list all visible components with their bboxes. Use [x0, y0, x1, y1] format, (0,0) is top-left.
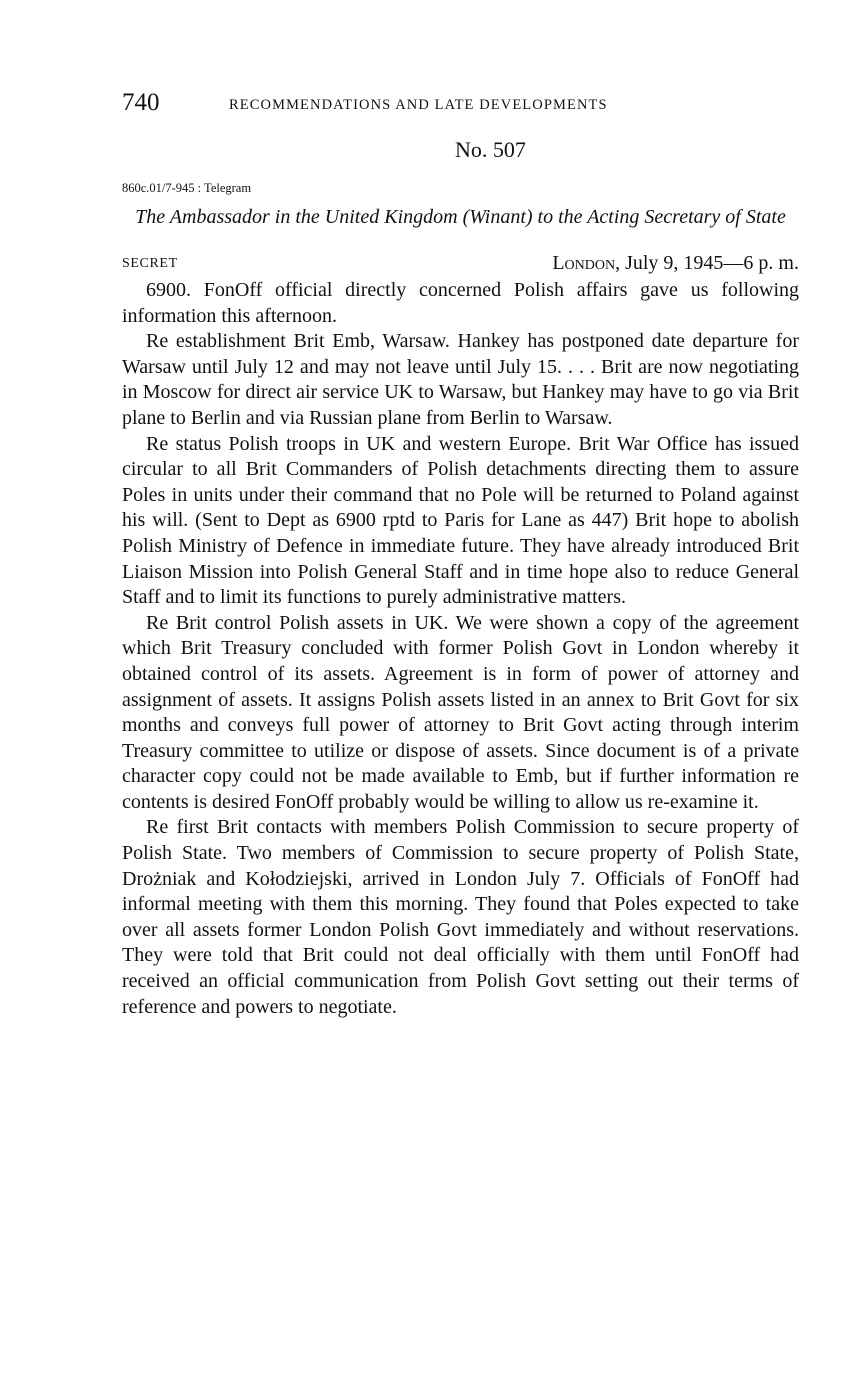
document-page — [122, 88, 799, 1020]
file-reference: 860c.01/7-945 : Telegram — [122, 181, 252, 195]
paragraph: 6900. FonOff official directly concerned Polish affairs gave us following information this afternoon. — [122, 279, 799, 327]
place: London, — [552, 252, 621, 274]
document-number: No. 507 — [455, 137, 526, 162]
running-title: RECOMMENDATIONS AND LATE DEVELOPMENTS — [229, 97, 608, 113]
body-text — [122, 278, 799, 1020]
dateline — [122, 252, 799, 278]
date: July 9, 1945—6 p. m. — [620, 252, 799, 274]
document-heading: The Ambassador in the United Kingdom (Winant) to the Acting Secretary of State — [135, 206, 786, 228]
running-head — [122, 88, 799, 122]
paragraph: Re establishment Brit Emb, Warsaw. Hankey has postponed date departure for Warsaw until July 12 and may not leave until July 15. . . . Brit are now negotiating in Moscow for direct air service UK to Warsaw, but Hankey may have to go via Brit plane to Berlin and via Russian plane from Berlin to Warsaw. — [122, 330, 799, 429]
classification-label: SECRET — [122, 256, 178, 271]
paragraph: Re status Polish troops in UK and western Europe. Brit War Office has issued circular to all Brit Commanders of Polish detachments directing them to assure Poles in units under their command that no Pole will be returned to Poland against his will. (Sent to Dept as 6900 rptd to Paris for Lane as 447) Brit hope to abolish Polish Ministry of Defence in immediate future. They have already introduced Brit Liaison Mission into Polish General Staff and in time hope also to reduce General Staff and to limit its functions to purely administrative matters. — [122, 432, 799, 609]
paragraph: Re first Brit contacts with members Polish Commission to secure property of Polish State. Two members of Commission to secure property of Polish State, Drożniak and Kołodziejski, arrived in London July 7. Officials of FonOff had informal meeting with them this morning. They found that Poles expected to take over all assets former London Polish Govt immediately and without reservations. They were told that Brit could not deal officially with them until FonOff had received an official communication from Polish Govt setting out their terms of reference and powers to negotiate. — [122, 816, 799, 1018]
paragraph: Re Brit control Polish assets in UK. We were shown a copy of the agreement which Brit Treasury concluded with former Polish Govt in London whereby it obtained control of its assets. Agreement is in form of power of attorney and assignment of assets. It assigns Polish assets listed in an annex to Brit Govt for six months and conveys full power of attorney to Brit Govt acting through interim Treasury committee to utilize or dispose of assets. Since document is of a private character copy could not be made available to Emb, but if further information re contents is desired FonOff probably would be willing to allow us re-examine it. — [122, 611, 799, 813]
place-date — [552, 252, 799, 275]
page-number: 740 — [122, 89, 160, 116]
